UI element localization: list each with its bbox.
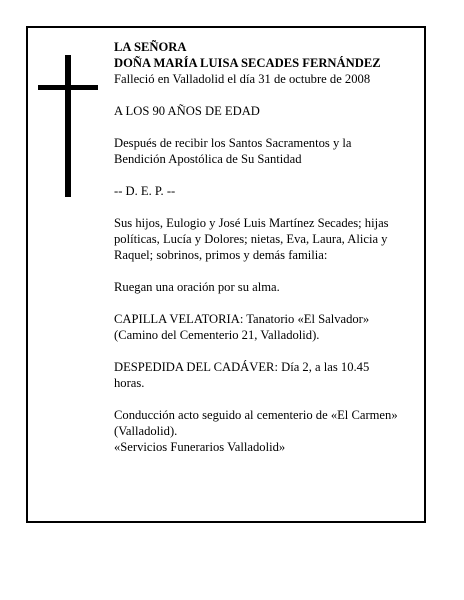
family-line-1: Sus hijos, Eulogio y José Luis Martínez Secades; hijas — [114, 216, 389, 230]
conduction-line-1: Conducción acto seguido al cementerio de «El Carmen» — [114, 408, 398, 422]
deceased-name: DOÑA MARÍA LUISA SECADES FERNÁNDEZ — [114, 56, 381, 70]
chapel-line-1: CAPILLA VELATORIA: Tanatorio «El Salvador» — [114, 312, 370, 326]
conduction-line-2: (Valladolid). — [114, 424, 178, 438]
cross-horizontal-bar — [38, 85, 98, 90]
age-line: A LOS 90 AÑOS DE EDAD — [114, 104, 260, 118]
rip-line: -- D. E. P. -- — [114, 184, 176, 198]
sacraments-line-2: Bendición Apostólica de Su Santidad — [114, 152, 302, 166]
prayer-line: Ruegan una oración por su alma. — [114, 280, 280, 294]
family-line-3: Raquel; sobrinos, primos y demás familia: — [114, 248, 328, 262]
cross-vertical-bar — [65, 55, 71, 197]
notice-title: LA SEÑORA — [114, 40, 187, 54]
family-line-2: políticas, Lucía y Dolores; nietas, Eva, Laura, Alicia y — [114, 232, 388, 246]
farewell-line-2: horas. — [114, 376, 145, 390]
services-line: «Servicios Funerarios Valladolid» — [114, 440, 286, 454]
sacraments-line-1: Después de recibir los Santos Sacramentos y la — [114, 136, 352, 150]
obituary-text — [114, 39, 426, 455]
chapel-line-2: (Camino del Cementerio 21, Valladolid). — [114, 328, 320, 342]
farewell-line-1: DESPEDIDA DEL CADÁVER: Día 2, a las 10.45 — [114, 360, 370, 374]
death-line: Falleció en Valladolid el día 31 de octubre de 2008 — [114, 72, 371, 86]
